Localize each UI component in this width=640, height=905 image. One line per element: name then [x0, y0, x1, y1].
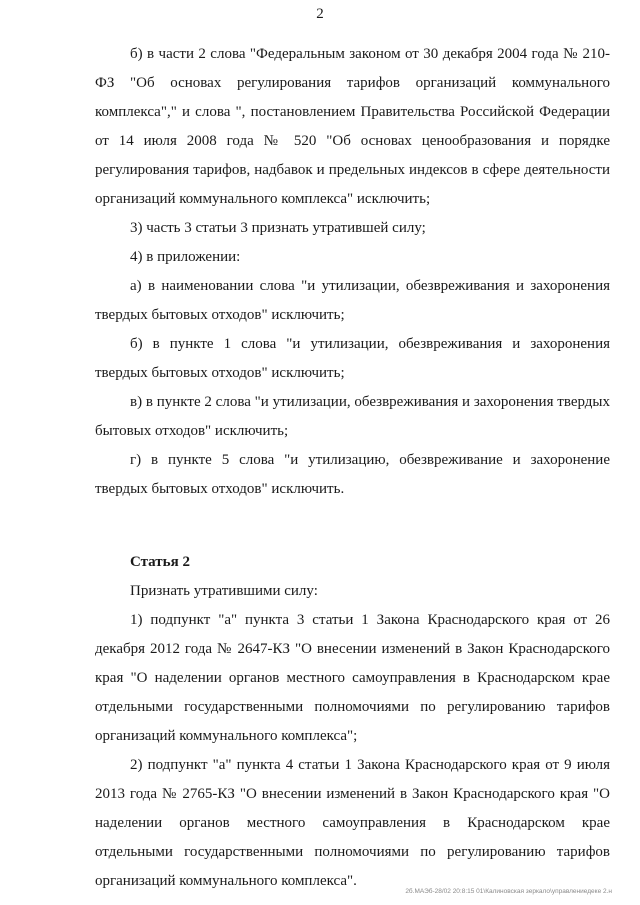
- paragraph-part3-article3: 3) часть 3 статьи 3 признать утратившей силу;: [130, 220, 426, 236]
- page-number: 2: [316, 6, 324, 22]
- paragraph-repeal-intro: Признать утратившими силу:: [130, 583, 318, 599]
- paragraph-amend-part2: б) в части 2 слова "Федеральным законом от 30 декабря 2004 года № 210-ФЗ "Об основах регулирования тарифов организаций коммунального комплекса"," и слова ", постановлением Правительства Российской Федерации от 14 июля 2008 года № 520 "Об основах ценообразования и порядке регулирования тарифов, надбавок и предельных индексов в сфере деятельности организаций коммунального комплекса" исключить;: [95, 46, 610, 207]
- document-body: [95, 40, 610, 896]
- paragraph-appendix-a: а) в наименовании слова "и утилизации, обезвреживания и захоронения твердых бытовых отходов" исключить;: [95, 278, 610, 323]
- paragraph-repeal-1: 1) подпункт "а" пункта 3 статьи 1 Закона Краснодарского края от 26 декабря 2012 года № 2647-КЗ "О внесении изменений в Закон Краснодарского края "О наделении органов местного самоуправления в Краснодарском крае отдельными государственными полномочиями по регулированию тарифов организаций коммунального комплекса";: [95, 612, 610, 744]
- paragraph-repeal-2: 2) подпункт "а" пункта 4 статьи 1 Закона Краснодарского края от 9 июля 2013 года № 2765-КЗ "О внесении изменений в Закон Краснодарского края "О наделении органов местного самоуправления в Краснодарском крае отдельными государственными полномочиями по регулированию тарифов организаций коммунального комплекса".: [95, 757, 610, 889]
- paragraph-in-appendix: 4) в приложении:: [130, 249, 241, 265]
- paragraph-appendix-v: в) в пункте 2 слова "и утилизации, обезвреживания и захоронения твердых бытовых отходов" исключить;: [95, 394, 610, 439]
- paragraph-appendix-g: г) в пункте 5 слова "и утилизацию, обезвреживание и захоронение твердых бытовых отходов" исключить.: [95, 452, 610, 497]
- paragraph-appendix-b: б) в пункте 1 слова "и утилизации, обезвреживания и захоронения твердых бытовых отходов" исключить;: [95, 336, 610, 381]
- article-2-heading: Статья 2: [130, 554, 190, 570]
- footer-file-path: 2б.МАЭб-28/02 20:8:15 01\Калиновская зеркало\управлениедеке 2.н: [405, 888, 612, 895]
